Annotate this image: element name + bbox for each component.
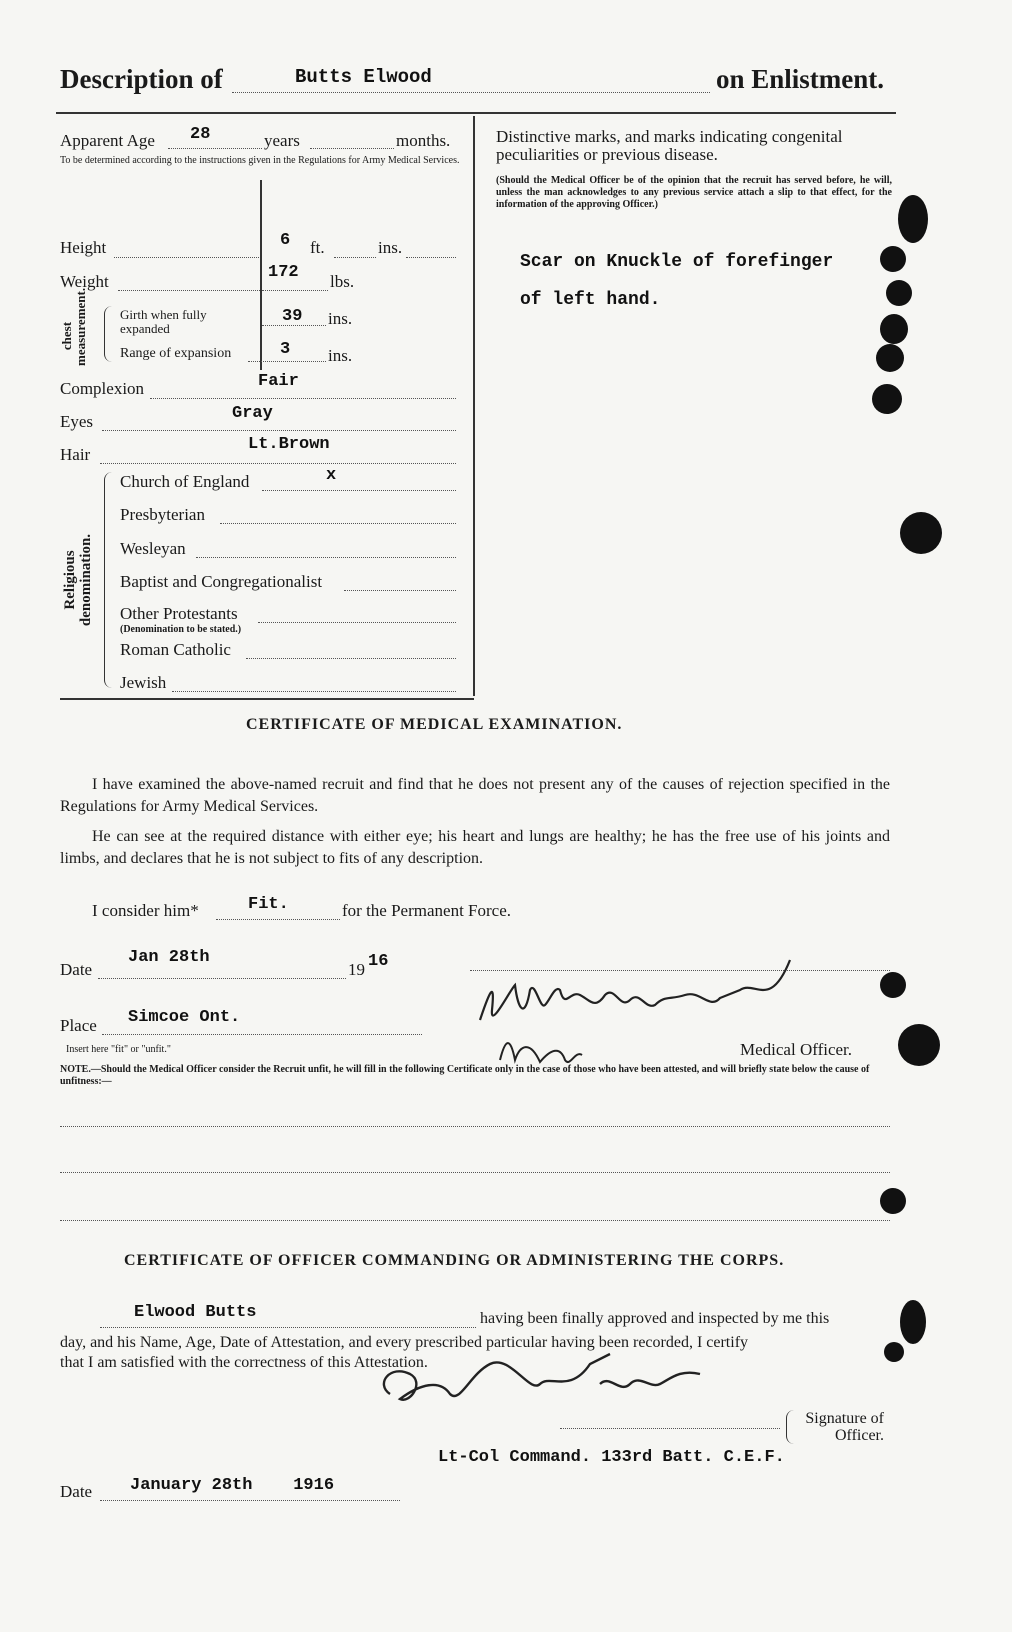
age-note: To be determined according to the instructions given in the Regulations for Army Medical Services. [60,155,460,166]
religion-label-other-protestants: Other Protestants [120,604,238,623]
signature-brace [786,1410,795,1444]
unfit-line-3 [60,1220,890,1221]
religion-dots-0 [262,490,456,491]
place-value: Simcoe Ont. [128,1008,241,1027]
months-label: months. [396,131,451,150]
commanding-heading: CERTIFICATE OF OFFICER COMMANDING OR ADMINISTERING THE CORPS. [124,1252,785,1269]
commanding-name-dots [100,1327,476,1328]
commanding-name: Elwood Butts [134,1303,257,1322]
range-label: Range of expansion [120,346,232,361]
marks-note: (Should the Medical Officer be of the opinion that the recruit has served before, he will, unless the man acknowledges to any previous service attach a slip to that effect, for the information of the approving Officer.) [496,175,892,210]
fit-dots [216,919,340,920]
hair-dots [100,463,456,464]
unfit-line-1 [60,1126,890,1127]
religion-dots-1 [220,523,456,524]
signature-of-officer-label: Signature of Officer. [805,1410,884,1444]
unfit-line-2 [60,1172,890,1173]
title-prefix: Description of [60,64,223,94]
ft-dots [334,257,376,258]
complexion-dots [150,398,456,399]
year-prefix: 19 [348,960,365,979]
punch-hole [898,1024,940,1066]
girth-unit: ins. [328,309,353,328]
medical-date-label: Date [60,960,93,979]
recruit-name: Butts Elwood [295,66,432,88]
eyes-dots [102,430,456,431]
weight-dots [118,290,260,291]
ft-label: ft. [310,238,325,257]
chest-measurement-label: chest measurement. [59,287,88,366]
punch-hole [880,1188,906,1214]
range-dots [248,361,326,362]
weight-value: 172 [268,263,299,282]
chest-brace [104,306,113,362]
section-rule [60,698,474,700]
place-label: Place [60,1016,97,1035]
age-label: Apparent Age [60,131,155,150]
religion-side-label: Religious denomination. [62,533,94,627]
header-rule [56,112,896,114]
force-label: for the Permanent Force. [342,901,511,920]
eyes-value: Gray [232,404,273,423]
religion-label-baptist: Baptist and Congregationalist [120,572,323,591]
religion-dots-4 [258,622,456,623]
medical-officer-label: Medical Officer. [740,1040,853,1059]
place-dots [102,1034,422,1035]
punch-hole [898,195,928,243]
complexion-value: Fair [258,372,299,391]
commanding-date-value: January 28th 1916 [130,1476,335,1495]
marks-line-2: of left hand. [520,290,661,310]
age-dots [168,148,262,149]
marks-line-1: Scar on Knuckle of forefinger [520,252,834,272]
hair-value: Lt.Brown [248,435,330,454]
range-value: 3 [280,340,291,359]
medical-para-1: I have examined the above-named recruit and find that he does not present any of the causes of rejection specified in the Regulations for Army Medical Services. [60,776,890,815]
weight-value-dots [262,290,328,291]
religion-mark-church-of-england: x [326,466,337,485]
punch-hole [880,314,908,344]
girth-label: Girth when fully expanded [120,307,207,336]
complexion-label: Complexion [60,379,145,398]
punch-hole [884,1342,904,1362]
title-dots [232,92,710,93]
commanding-line-2: day, and his Name, Age, Date of Attestation, and every prescribed particular having been recorded, I certify [60,1334,749,1351]
religion-dots-3 [344,590,456,591]
commanding-date-dots [100,1500,400,1501]
unfit-note: NOTE.—Should the Medical Officer consider the Recruit unfit, he will fill in the following Certificate only in the case of those who have been attested, and will briefly state below the cause of unfitness:— [60,1064,870,1087]
height-dots [114,257,259,258]
commanding-line-1: having been finally approved and inspected by me this [480,1310,830,1327]
religion-label-roman-catholic: Roman Catholic [120,640,231,659]
girth-value: 39 [282,307,303,326]
punch-hole [900,512,942,554]
consider-label: I consider him* [92,901,199,920]
title-suffix: on Enlistment. [716,64,885,94]
value-column-line [260,180,262,370]
insert-note: Insert here "fit" or "unfit." [66,1044,171,1055]
punch-hole [900,1300,926,1344]
commanding-date-label: Date [60,1482,93,1501]
eyes-label: Eyes [60,412,94,431]
commanding-rank: Lt-Col Command. 133rd Batt. C.E.F. [438,1448,785,1467]
punch-hole [872,384,902,414]
religion-brace [104,472,113,688]
marks-heading: Distinctive marks, and marks indicating congenital peculiarities or previous disease. [496,127,843,164]
height-value: 6 [280,231,291,250]
months-dots [310,148,394,149]
years-label: years [264,131,300,150]
medical-date-dots [98,978,346,979]
year-value: 16 [368,952,389,971]
punch-hole [880,972,906,998]
hair-label: Hair [60,445,91,464]
religion-label-presbyterian: Presbyterian [120,505,205,524]
fit-value: Fit. [248,895,289,914]
column-divider [473,116,475,696]
punch-hole [886,280,912,306]
religion-label-jewish: Jewish [120,673,167,692]
religion-label-wesleyan: Wesleyan [120,539,186,558]
religion-dots-6 [172,691,456,692]
medical-date-value: Jan 28th [128,948,210,967]
ins-dots [406,257,456,258]
medical-heading: CERTIFICATE OF MEDICAL EXAMINATION. [246,716,623,733]
weight-label: Weight [60,272,109,291]
religion-dots-2 [196,557,456,558]
commanding-line-3: that I am satisfied with the correctness of this Attestation. [60,1354,428,1371]
commanding-signature-dots [560,1428,780,1429]
height-label: Height [60,238,107,257]
lbs-label: lbs. [330,272,355,291]
punch-hole [880,246,906,272]
commanding-officer-signature [370,1344,730,1424]
age-value: 28 [190,125,211,144]
religion-label-church-of-england: Church of England [120,472,250,491]
range-unit: ins. [328,346,353,365]
punch-hole [876,344,904,372]
religion-dots-5 [246,658,456,659]
other-protestants-note: (Denomination to be stated.) [120,624,242,635]
medical-officer-signature [470,950,810,1080]
ins-label: ins. [378,238,403,257]
medical-para-2: He can see at the required distance with either eye; his heart and lungs are healthy; he has the free use of his joints and limbs, and declares that he is not subject to fits of any description. [60,828,890,867]
